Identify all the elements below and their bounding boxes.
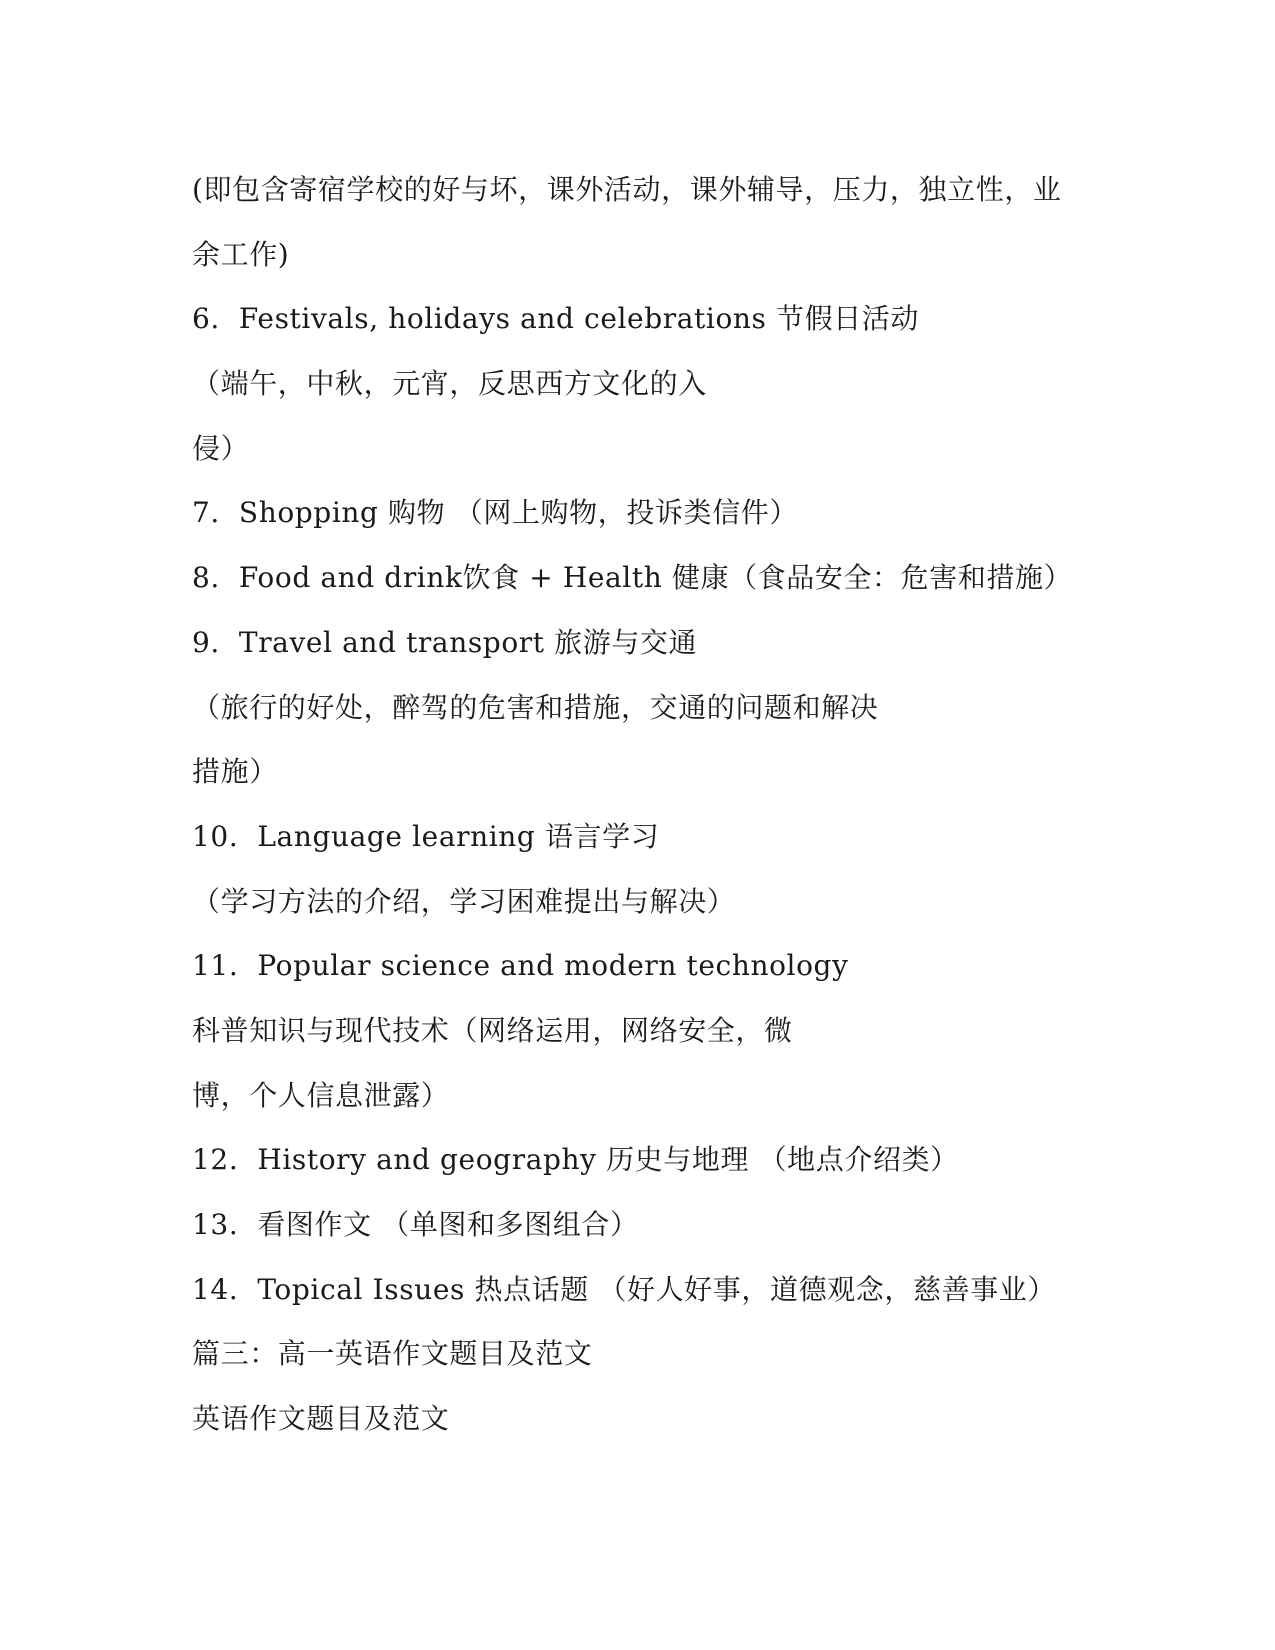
text-line: 博，个人信息泄露） — [192, 1078, 450, 1112]
list-item-language: 10. Language learning 语言学习 — [192, 819, 660, 853]
text-line: (即包含寄宿学校的好与坏，课外活动，课外辅导，压力，独立性，业 — [192, 173, 1062, 206]
list-item-shopping: 7. Shopping 购物 （网上购物，投诉类信件） — [192, 496, 798, 530]
list-item-food-health: 8. Food and drink饮食 + Health 健康（食品安全：危害和措施） — [192, 561, 1073, 595]
document-body — [192, 158, 1092, 1452]
list-item-science: 11. Popular science and modern technology — [192, 949, 849, 983]
list-item-picture-writing: 13. 看图作文 （单图和多图组合） — [192, 1208, 639, 1241]
text-line: 侵） — [192, 431, 250, 465]
text-line: （学习方法的介绍，学习困难提出与解决） — [192, 884, 736, 918]
text-line: （旅行的好处，醉驾的危害和措施，交通的问题和解决 — [192, 690, 879, 724]
list-item-topical-issues: 14. Topical Issues 热点话题 （好人好事，道德观念，慈善事业） — [192, 1272, 1056, 1306]
list-item-history: 12. History and geography 历史与地理 （地点介绍类） — [192, 1143, 959, 1177]
text-line: 科普知识与现代技术（网络运用，网络安全，微 — [192, 1013, 793, 1047]
text-line: 余工作) — [192, 237, 290, 271]
list-item-travel: 9. Travel and transport 旅游与交通 — [192, 625, 698, 659]
section-heading: 篇三：高一英语作文题目及范文 — [192, 1337, 593, 1371]
text-line: 措施） — [192, 755, 278, 789]
section-subheading: 英语作文题目及范文 — [192, 1402, 450, 1436]
list-item-festivals: 6. Festivals, holidays and celebrations 节假日活动 — [192, 302, 919, 336]
text-line: （端午，中秋，元宵，反思西方文化的入 — [192, 367, 707, 401]
